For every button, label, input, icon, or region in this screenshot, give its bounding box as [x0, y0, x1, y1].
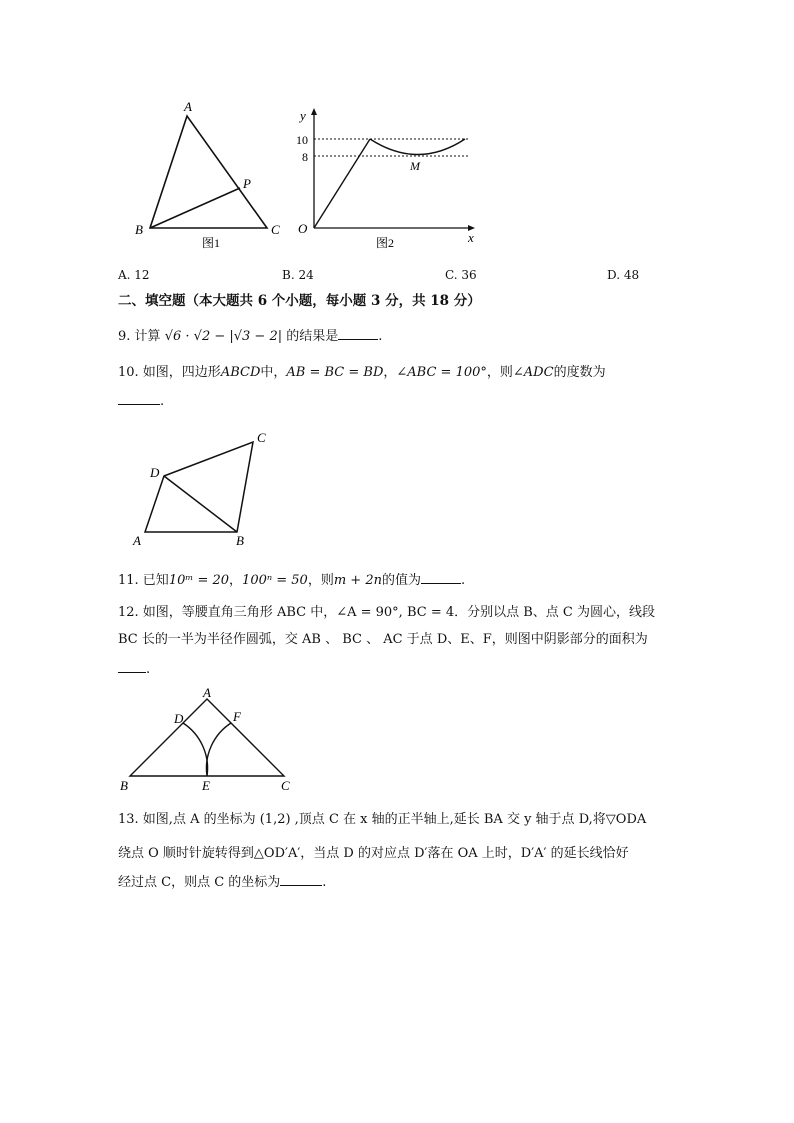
q11-answer-blank[interactable] [421, 571, 461, 584]
choice-d[interactable]: D. 48 [607, 268, 640, 282]
tick-10: 10 [296, 133, 308, 147]
q10-end: 的度数为 [553, 365, 606, 380]
q11-mid: ，则 [307, 573, 334, 588]
label-a: A [203, 685, 211, 700]
label-m: M [410, 159, 420, 173]
label-c: C [257, 430, 266, 445]
q10-eq1: AB = BC = BD [286, 365, 384, 380]
arc-from-b [183, 723, 208, 776]
label-origin: O [298, 221, 308, 236]
graph-rising-segment [314, 139, 370, 228]
q12-period: . [146, 662, 151, 677]
q11-sep: ， [229, 573, 243, 588]
question-9 [118, 327, 382, 346]
label-c: C [271, 222, 280, 237]
q10-comma: ， [383, 365, 397, 380]
question-12-line-1: 12. 如图，等腰直角三角形 ABC 中，∠A = 90°, BC = 4．分别以点 B、点 C 为圆心，线段 [118, 605, 656, 620]
q11-end: . [461, 573, 466, 588]
figure-isosceles-right-triangle [118, 685, 298, 795]
tick-8: 8 [302, 150, 308, 164]
q9-expression: √6 · √2 − |√3 − 2| [164, 329, 283, 344]
figure-2-graph [290, 100, 490, 250]
figure-1-triangle [130, 95, 290, 255]
label-b: B [120, 778, 128, 793]
q11-prefix: 11. 已知 [118, 573, 169, 588]
q11-eq2: 100ⁿ = 50 [242, 573, 308, 588]
diagonal-bd [164, 476, 237, 532]
q10-angle: ∠ADC [512, 365, 554, 380]
label-e: E [202, 778, 210, 793]
q10-mid: 中， [260, 365, 287, 380]
label-x: x [468, 230, 474, 245]
question-12-line-2 [118, 660, 150, 679]
q9-suffix: 的结果是 [286, 329, 339, 344]
q9-prefix: 计算 [134, 329, 161, 344]
question-10-line-2 [118, 392, 164, 411]
q10-prefix: 10. 如图，四边形 [118, 365, 221, 380]
section-title: 二、填空题（本大题共 6 个小题，每小题 3 分，共 18 分） [118, 293, 481, 309]
label-b: B [135, 222, 143, 237]
label-a: A [184, 99, 192, 114]
question-12-line-2-text: BC 长的一半为半径作圆弧，交 AB 、 BC 、 AC 于点 D、E、F，则图中阴影部分的面积为 [118, 632, 648, 647]
q13-end: . [322, 875, 327, 890]
label-y: y [300, 108, 306, 123]
q10-eq2: ∠ABC = 100° [396, 365, 487, 380]
figure-1-caption: 图1 [202, 236, 221, 250]
question-10-line-1 [118, 364, 606, 382]
q9-number: 9. [118, 329, 131, 344]
label-a: A [133, 533, 141, 548]
label-p: P [243, 176, 251, 191]
q9-end: . [378, 329, 383, 344]
arc-from-c [206, 723, 231, 776]
segment-bp [150, 188, 240, 228]
q10-post: ，则 [486, 365, 513, 380]
choice-a[interactable]: A. 12 [118, 268, 150, 282]
question-13-line-1: 13. 如图,点 A 的坐标为 (1,2) ,顶点 C 在 x 轴的正半轴上,延长 BA 交 y 轴于点 D,将▽ODA [118, 812, 647, 827]
figure-quadrilateral-abcd [128, 425, 278, 550]
q9-answer-blank[interactable] [338, 327, 378, 340]
q13-answer-blank[interactable] [280, 873, 322, 886]
q10-answer-blank[interactable] [118, 392, 160, 405]
label-b: B [236, 533, 244, 548]
triangle-abc [150, 116, 267, 228]
label-f: F [233, 709, 241, 724]
q13-prefix: 经过点 C，则点 C 的坐标为 [118, 875, 281, 890]
label-d: D [150, 465, 160, 480]
q10-period: . [160, 394, 165, 409]
label-c: C [281, 778, 290, 793]
quadrilateral-abcd [145, 442, 253, 532]
q12-answer-blank[interactable] [118, 660, 146, 673]
q11-post: 的值为 [381, 573, 421, 588]
label-d: D [174, 711, 184, 726]
question-11 [118, 571, 465, 590]
question-13-line-3 [118, 873, 326, 892]
choice-c[interactable]: C. 36 [445, 268, 477, 282]
q11-expr: m + 2n [333, 573, 382, 588]
figure-2-caption: 图2 [376, 236, 395, 250]
q11-eq1: 10ᵐ = 20 [168, 573, 230, 588]
graph-curve [370, 139, 465, 155]
choice-b[interactable]: B. 24 [282, 268, 314, 282]
question-13-line-2: 绕点 O 顺时针旋转得到△OD′A′，当点 D 的对应点 D′落在 OA 上时，D′A′ 的延长线恰好 [118, 846, 629, 861]
y-axis-arrow-icon [311, 108, 317, 115]
q10-quad: ABCD [220, 365, 261, 380]
